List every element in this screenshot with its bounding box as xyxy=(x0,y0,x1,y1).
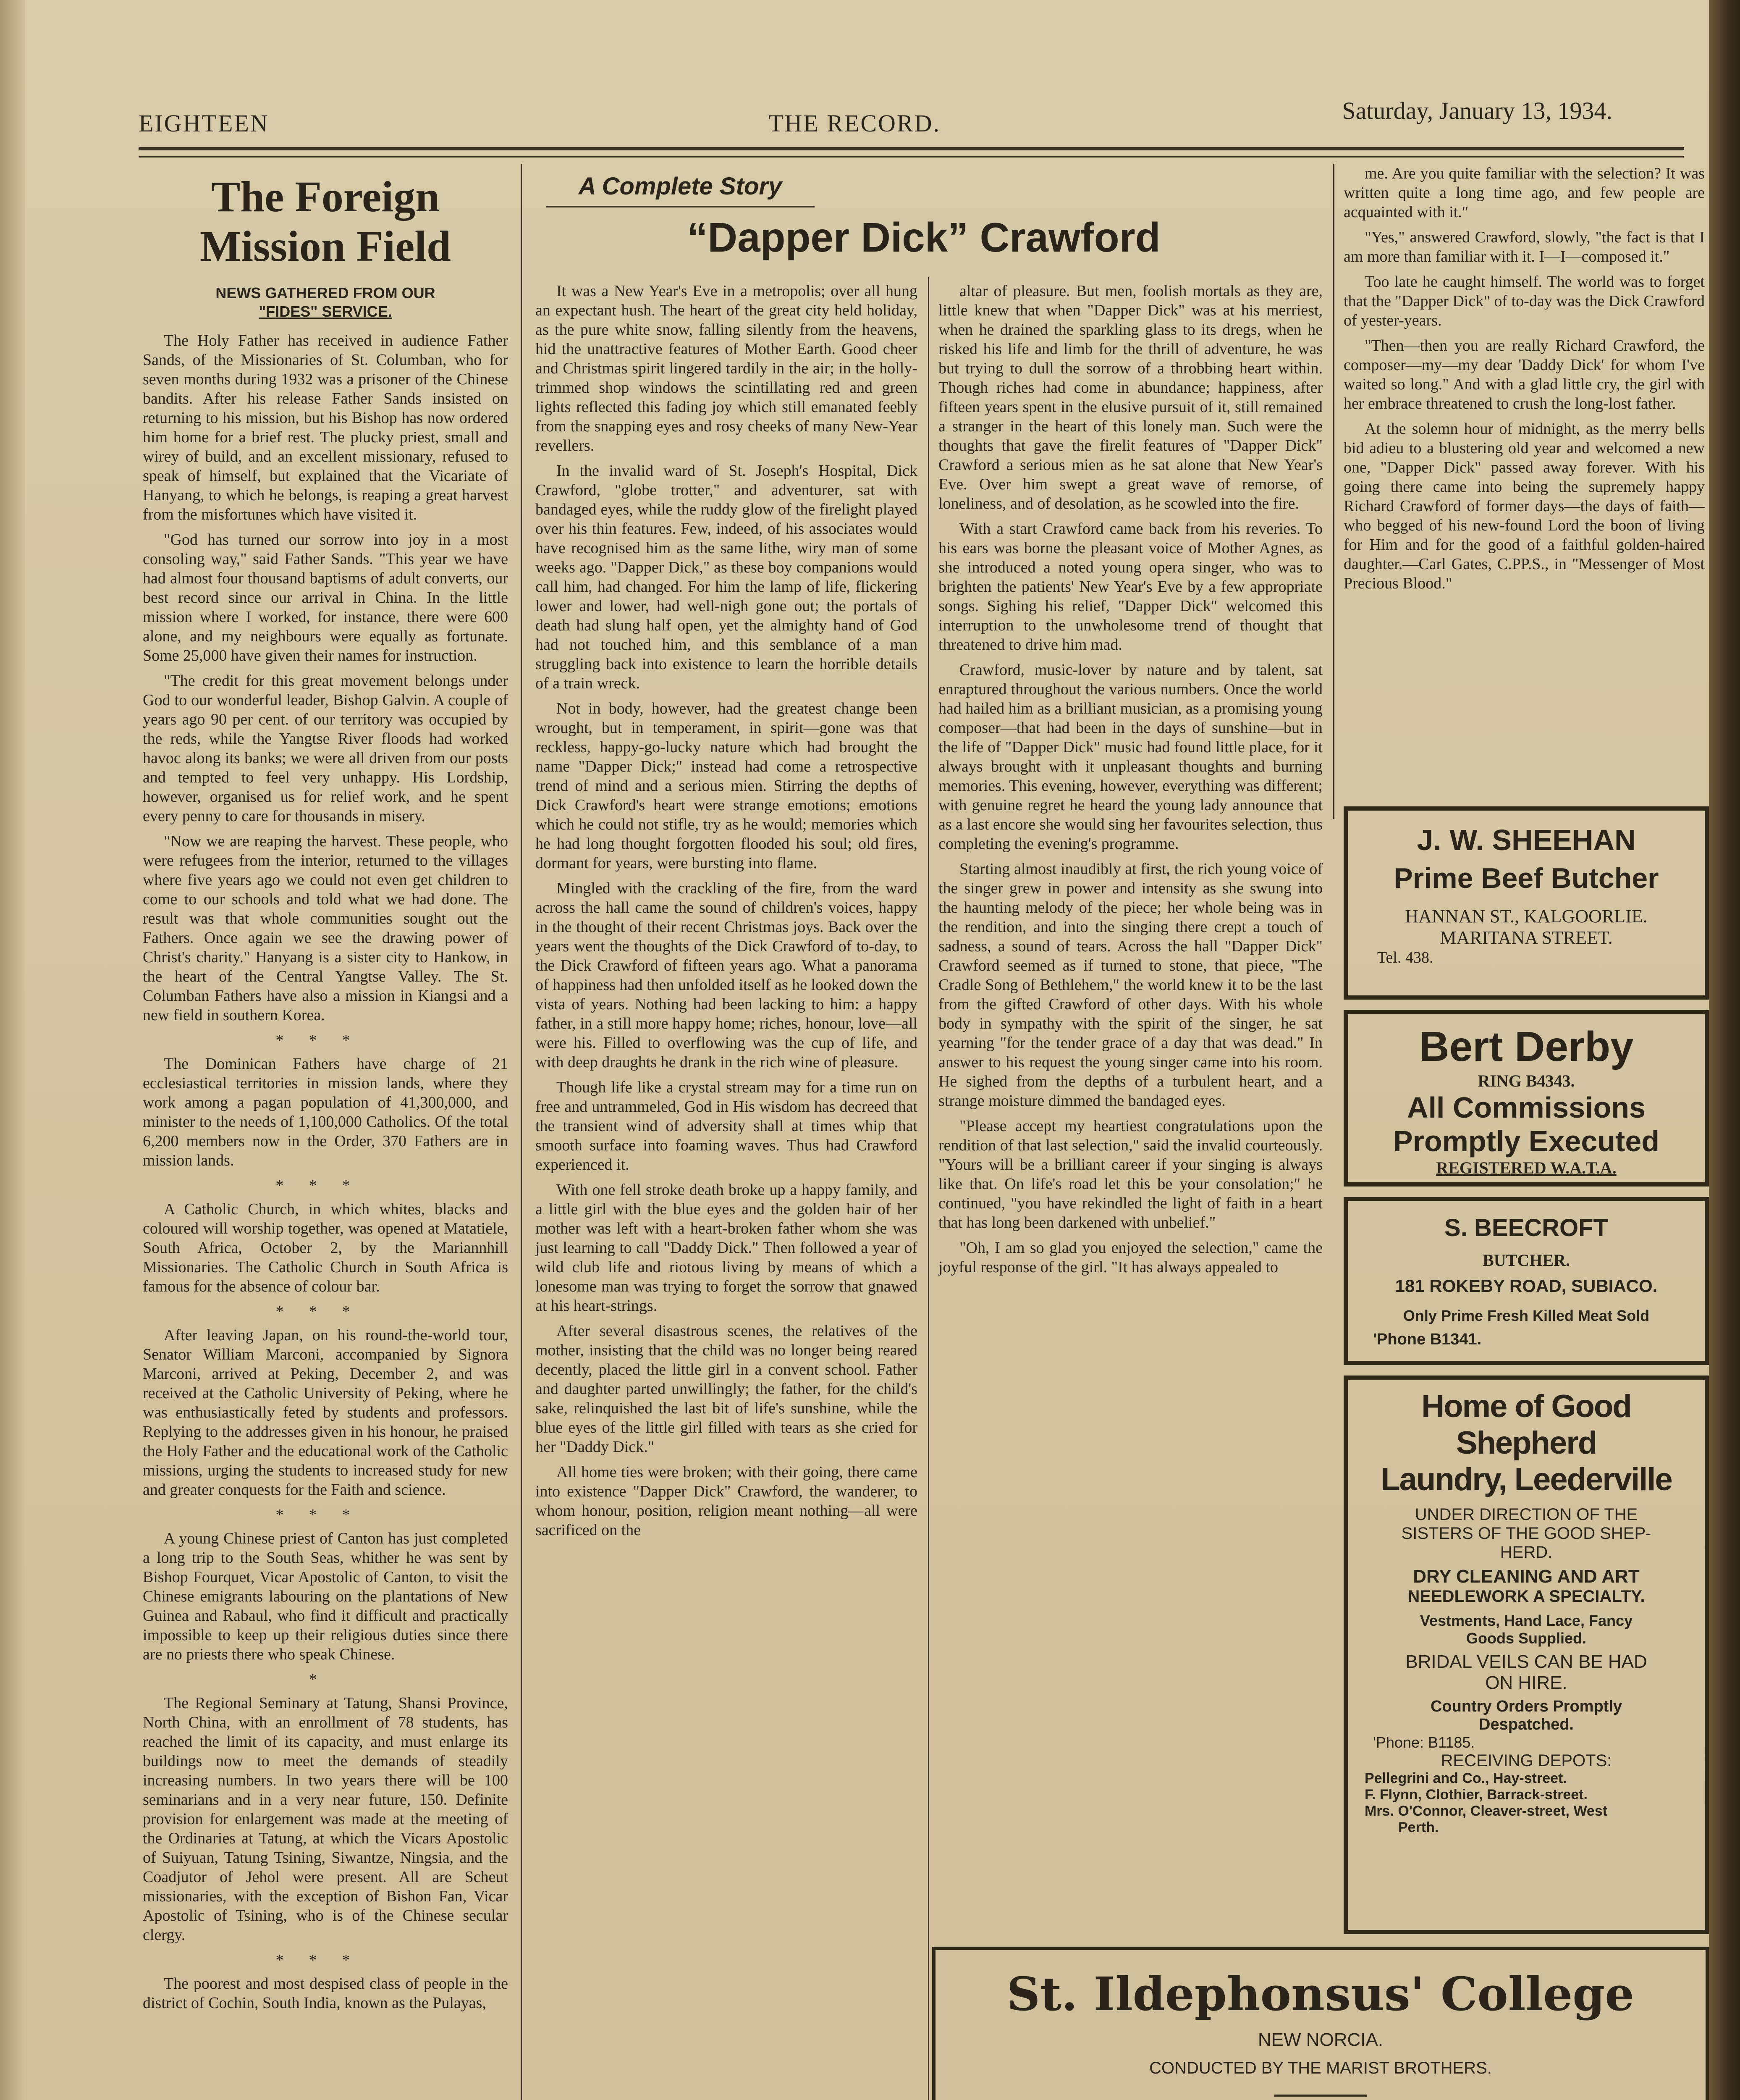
ad-shepherd-under1: UNDER DIRECTION OF THE xyxy=(1415,1505,1638,1524)
ad-college-name: St. Ildephonsus' College xyxy=(1006,1967,1635,2021)
story-paragraph: After several disastrous scenes, the relatives of the mother, insisting that the child was no longer being reared decently, placed the little girl in a convent school. Father and daughter parted unwillingly; the father, for the child's sake, relinquished the last bit of life's sunshine, while the blue eyes of the little girl filled with tears as she cried for her "Daddy Dick." xyxy=(535,1322,917,1456)
ad-shepherd-bridal2: ON HIRE. xyxy=(1485,1672,1567,1693)
ad-college-conducted: CONDUCTED BY THE MARIST BROTHERS. xyxy=(1149,2059,1492,2077)
ad-beecroft-phone: 'Phone B1341. xyxy=(1373,1331,1482,1348)
ad-shepherd-under3: HERD. xyxy=(1500,1543,1553,1562)
ad-shepherd-phone: 'Phone: B1185. xyxy=(1373,1734,1475,1751)
ad-shepherd-dry2: NEEDLEWORK A SPECIALTY. xyxy=(1407,1587,1645,1606)
column-rule-1 xyxy=(521,164,522,2100)
section-stars: *** xyxy=(275,1303,375,1320)
mission-paragraph: A young Chinese priest of Canton has just completed a long trip to the South Seas, whither he was sent by Bishop Fourquet, Vicar Apostolic of Canton, to visit the Chinese emigrants labouring on the plantations of New Guinea and Rabaul, who find it difficult and practically impossible to keep up their religious duties since there are no priests there who speak Chinese. xyxy=(143,1530,508,1663)
ad-beecroft-trade: BUTCHER. xyxy=(1483,1251,1570,1270)
story-paragraph: altar of pleasure. But men, foolish mortals as they are, little knew that when "Dapper Dick" was at his merriest, when he drained the sparkling glass to its dregs, when he risked his life and limb for the thrill of adventure, he was but trying to dull the sorrow of a throbbing heart within. Though riches had come in abundance; happiness, after fifteen years spent in the elusive pursuit of it, still remained a stranger in the heart of this lonely man. Such were the thoughts that gave the firelit features of "Dapper Dick" Crawford a serious mien as he sat alone that New Year's Eve. Over him swept a great wave of remorse, of loneliness, and of desolation, as he scowled into the fire. xyxy=(938,282,1323,512)
story-paragraph: Not in body, however, had the greatest change been wrought, but in temperament, in spirit—gone was that reckless, happy-go-lucky nature which had brought the name "Dapper Dick;" instead had come a retrospective trend of mind and a serious mien. Stirring the depths of Dick Crawford's heart were strange emotions; emotions which he could not stifle, try as he would; memories which he had long thought forgotten flooded his soul; old fires, dormant for years, were bursting into flame. xyxy=(535,700,917,872)
ad-sheehan-address: HANNAN ST., KALGOORLIE. xyxy=(1405,906,1648,927)
story-column-3 xyxy=(1344,164,1705,599)
ad-derby-ring: RING B4343. xyxy=(1478,1071,1575,1090)
section-stars: * xyxy=(309,1671,342,1688)
ad-shepherd-dry1: DRY CLEANING AND ART xyxy=(1413,1566,1640,1587)
ad-shepherd-bridal1: BRIDAL VEILS CAN BE HAD xyxy=(1405,1651,1647,1672)
story-paragraph: At the solemn hour of midnight, as the merry bells bid adieu to a blustering old year and welcomed a new one, "Dapper Dick" passed away forever. With his going there came into being the supremely happy Richard Crawford of former days—the days of faith—who begged of his new-found Lord the boon of living for Him and for the good of a faithful golden-haired daughter.—Carl Gates, C.PP.S., in "Messenger of Most Precious Blood." xyxy=(1344,420,1705,592)
section-stars: *** xyxy=(275,1506,375,1524)
ad-shepherd-vest2: Goods Supplied. xyxy=(1466,1630,1586,1647)
ad-shepherd-depot3: Mrs. O'Connor, Cleaver-street, West xyxy=(1365,1803,1608,1819)
page-binding-edge xyxy=(1709,0,1740,2100)
story-paragraph: It was a New Year's Eve in a metropolis; over all hung an expectant hush. The heart of the great city held holiday, as the pure white snow, falling silently from the heavens, hid the unattractive features of Mother Earth. Good cheer and Christmas spirit lingered tardily in the air; in the holly-trimmed shop windows the scintillating red and green lights reflected this fading joy which still emanated feebly from the snapping eyes and rosy cheeks of many New-Year revellers. xyxy=(535,282,917,454)
mission-paragraph: "The credit for this great movement belongs under God to our wonderful leader, Bishop Galvin. A couple of years ago 90 per cent. of our territory was occupied by the reds, while the Yangtse River floods had worked havoc along its banks; we were all driven from our posts and tempted to feel very unhappy. His Lordship, however, organised us for relief work, and he spent every penny to care for thousands in misery. xyxy=(143,672,508,825)
ad-derby-name: Bert Derby xyxy=(1419,1023,1634,1070)
story-kicker-rule xyxy=(546,206,815,207)
ad-ildephonsus xyxy=(932,1947,1709,2100)
ad-sheehan xyxy=(1344,806,1709,1000)
ad-college-place: NEW NORCIA. xyxy=(1258,2029,1384,2050)
story-column-2 xyxy=(938,281,1323,1283)
ad-shepherd-depot4: Perth. xyxy=(1398,1819,1439,1835)
ad-shepherd-depot1: Pellegrini and Co., Hay-street. xyxy=(1365,1770,1567,1786)
ad-derby-line2: Promptly Executed xyxy=(1393,1125,1660,1158)
story-paragraph: "Please accept my heartiest congratulations upon the rendition of that last selection," said the invalid courteously. "Yours will be a brilliant career if your singing is always like that. On life's road let this be your consolation;" he continued, "you have rekindled the light of faith in a heart that has long been darkened with unbelief." xyxy=(938,1117,1323,1231)
ad-derby-reg: REGISTERED W.A.T.A. xyxy=(1436,1158,1617,1177)
ad-sheehan-trade: Prime Beef Butcher xyxy=(1394,862,1659,894)
ad-shepherd-country2: Despatched. xyxy=(1479,1716,1574,1733)
ad-sheehan-street: MARITANA STREET. xyxy=(1440,927,1613,948)
story-paragraph: All home ties were broken; with their going, there came into existence "Dapper Dick" Crawford, the wanderer, to whom honour, position, religion meant nothing—all were sacrificed on the xyxy=(535,1463,917,1539)
ad-beecroft-name: S. BEECROFT xyxy=(1444,1214,1608,1242)
story-paragraph: In the invalid ward of St. Joseph's Hospital, Dick Crawford, "globe trotter," and adventurer, sat with bandaged eyes, while the ruddy glow of the firelight played over his thin features. Few, indeed, of his associates would have recognised him as the same lithe, wiry man of some weeks ago. "Dapper Dick," as these boy companions would call him, had changed. For him the lamp of life, flickering lower and lower, had well-nigh gone out; the portals of death had slung half open, yet the almighty hand of God had not touched him, and this semblance of a man struggling back into existence to learn the horrible details of a train wreck. xyxy=(535,462,917,692)
ad-shepherd-name2: Laundry, Leederville xyxy=(1381,1462,1672,1497)
masthead-rule-top xyxy=(139,147,1684,150)
issue-date: Saturday, January 13, 1934. xyxy=(1342,97,1612,124)
mission-paragraph: After leaving Japan, on his round-the-world tour, Senator William Marconi, accompanied by Signora Marconi, arrived at Peking, December 2, and was received at the Catholic University of Peking, where he was enthusiastically feted by students and professors. Replying to the addresses given in his honour, he praised the Holy Father and the educational work of the Catholic missions, urging the students to increased study for new and greater conquests for the Faith and science. xyxy=(143,1326,508,1499)
page-number: EIGHTEEN xyxy=(139,110,269,137)
mission-paragraph: The Regional Seminary at Tatung, Shansi Province, North China, with an enrollment of 78 students, has reached the limit of its capacity, and must enlarge its buildings now to meet the demands of steadily increasing numbers. In two years there will be 100 seminarians and in a very near future, 150. Definite provision for enlargement was made at the meeting of the Ordinaries at Tatung, at which the Vicars Apostolic of Suiyuan, Tatung Tsining, Siwantze, Ningsia, and the Coadjutor of Jehol were present. All are Scheut missionaries, with the exception of Bishon Fan, Vicar Apostolic of Tsining, who is of the Chinese secular clergy. xyxy=(143,1694,508,1944)
ad-beecroft xyxy=(1344,1197,1709,1365)
column-rule-3 xyxy=(1333,164,1334,819)
story-paragraph: With one fell stroke death broke up a happy family, and a little girl with the blue eyes and the golden hair of her mother was left with a heart-broken father whom she was just learning to call "Daddy Dick." Then followed a year of wild club life and riotous living by means of which a lonesome man was trying to forget the sorrow that gnawed at his heart-strings. xyxy=(535,1181,917,1315)
story-paragraph: With a start Crawford came back from his reveries. To his ears was borne the pleasant voice of Mother Agnes, as she introduced a noted young opera singer, who was to brighten the patients' New Year's Eve by a few appropriate songs. Sighing his relief, "Dapper Dick" welcomed this interruption to the unwholesome trend of thought that threatened to drive him mad. xyxy=(938,520,1323,654)
section-stars: *** xyxy=(275,1177,375,1194)
story-paragraph: "Then—then you are really Richard Crawford, the composer—my—my dear 'Daddy Dick' for whom I've waited so long." And with a glad little cry, the girl with her embrace threatened to crush the long-lost father. xyxy=(1344,337,1705,412)
mission-subhead: NEWS GATHERED FROM OUR "FIDES" SERVICE. xyxy=(215,284,435,320)
masthead xyxy=(139,92,1684,143)
story-paragraph: "Oh, I am so glad you enjoyed the selection," came the joyful response of the girl. "It has always appealed to xyxy=(938,1239,1323,1276)
ad-beecroft-address: 181 ROKEBY ROAD, SUBIACO. xyxy=(1395,1276,1658,1296)
story-column-1 xyxy=(535,281,917,1546)
story-paragraph: Too late he caught himself. The world was to forget that the "Dapper Dick" of to-day was the Dick Crawford of yester-years. xyxy=(1344,273,1705,329)
mission-paragraph: "Now we are reaping the harvest. These people, who were refugees from the interior, returned to the villages where five years ago we could not even get children to come to our schools and told what we had done. The result was that whole communities sought out the Fathers. Once again we see the drawing power of Christ's charity." Hanyang is a sister city to Hankow, in the heart of the Central Yangtse Valley. The St. Columban Fathers have also a mission in Kiangsi and a new field in southern Korea. xyxy=(143,832,508,1024)
story-paragraph: Starting almost inaudibly at first, the rich young voice of the singer grew in power and intensity as she swung into the haunting melody of the piece; her whole being was in the rendition, and into the singing there crept a touch of sadness, a sound of tears. Across the hall "Dapper Dick" Crawford seemed as if turned to stone, that piece, "The Cradle Song of Bethlehem," the world knew it to be the last from the gifted Crawford of other days. With his whole body in sympathy with the spirit of the singer, he sat yearning "for the tender grace of a day that was dead." In answer to his request the young singer came into his room. He sighed from the depths of a turbulent heart, and a strange moisture dimmed the bandaged eyes. xyxy=(938,860,1323,1110)
ad-sheehan-tel: Tel. 438. xyxy=(1377,949,1433,966)
masthead-rule-bottom xyxy=(139,156,1684,158)
ad-shepherd-under2: SISTERS OF THE GOOD SHEP- xyxy=(1401,1524,1651,1543)
story-paragraph: "Yes," answered Crawford, slowly, "the fact is that I am more than familiar with it. I—I—composed it." xyxy=(1344,228,1705,265)
ad-shepherd-vest1: Vestments, Hand Lace, Fancy xyxy=(1420,1612,1633,1629)
mission-title: The Foreign Mission Field xyxy=(199,173,451,270)
story-paragraph: me. Are you quite familiar with the selection? It was written quite a long time ago, and few people are acquainted with it." xyxy=(1344,165,1705,221)
ad-shepherd-name1: Home of Good Shepherd xyxy=(1421,1389,1631,1461)
mission-paragraph: The poorest and most despised class of people in the district of Cochin, South India, known as the Pulayas, xyxy=(143,1975,508,2012)
mission-paragraph: The Dominican Fathers have charge of 21 ecclesiastical territories in mission lands, where they work among a pagan population of 41,300,000, and minister to the needs of 1,100,000 Catholics. Of the total 6,200 members now in the Order, 370 Fathers are in mission lands. xyxy=(143,1055,508,1169)
story-paragraph: Mingled with the crackling of the fire, from the ward across the hall came the sound of children's voices, happy in the thought of their recent Christmas joys. Back over the years went the thoughts of the Dick Crawford of to-day, to the Dick Crawford of fifteen years ago. What a panorama of happiness had then unfolded itself as he looked down the vista of years. Nothing had been lacking to him: a happy father, in a still more happy home; riches, honour, love—all were his. Filled to overflowing was the cup of life, and with deep draughts he drank in the rich wine of pleasure. xyxy=(535,879,917,1071)
story-title: “Dapper Dick” Crawford xyxy=(687,214,1161,260)
story-kicker: A Complete Story xyxy=(578,173,782,200)
ad-shepherd-country1: Country Orders Promptly xyxy=(1430,1698,1622,1715)
ad-derby-line1: All Commissions xyxy=(1407,1091,1646,1124)
ad-shepherd-depot2: F. Flynn, Clothier, Barrack-street. xyxy=(1365,1787,1588,1803)
paper-name: THE RECORD. xyxy=(768,110,941,137)
mission-paragraph: "God has turned our sorrow into joy in a most consoling way," said Father Sands. "This year we have had almost four thousand baptisms of adult converts, our best record since our arrival in China. In the little mission where I worked, for instance, there were 600 alone, and my neighbours were equally as fortunate. Some 25,000 have given their names for instruction. xyxy=(143,531,508,664)
page-left-edge xyxy=(0,0,25,2100)
ad-good-shepherd xyxy=(1344,1376,1709,1934)
section-stars: *** xyxy=(275,1951,375,1969)
ad-bert-derby xyxy=(1344,1010,1709,1186)
mission-paragraph: The Holy Father has received in audience Father Sands, of the Missionaries of St. Columban, who for seven months during 1932 was a prisoner of the Chinese bandits. After his release Father Sands insisted on returning to his mission, but his Bishop has now ordered him home for a brief rest. The plucky priest, small and wirey of build, and an excellent missionary, refused to speak of himself, but explained that the Vicariate of Hanyang, to which he belongs, is reaping a great harvest from the misfortunes which have visited it. xyxy=(143,332,508,523)
mission-column xyxy=(143,172,508,2019)
ad-college-rule xyxy=(1274,2095,1367,2097)
mission-paragraph: A Catholic Church, in which whites, blacks and coloured will worship together, was opened at Matatiele, South Africa, October 2, by the Mariannhill Missionaries. The Catholic Church in South Africa is famous for the absence of colour bar. xyxy=(143,1200,508,1295)
column-rule-2 xyxy=(928,277,929,2100)
section-stars: *** xyxy=(275,1032,375,1049)
ad-beecroft-line: Only Prime Fresh Killed Meat Sold xyxy=(1403,1307,1650,1324)
story-paragraph: Crawford, music-lover by nature and by talent, sat enraptured throughout the various numbers. Once the world had hailed him as a brilliant musician, as a promising young composer—that had been in the days of sunshine—but in the life of "Dapper Dick" music had found little place, for it always brought with it unpleasant thoughts and burning memories. This evening, however, everything was different; with genuine regret he heard the young lady announce that as a last encore she would sing her favourites selection, thus completing the evening's programme. xyxy=(938,661,1323,853)
ad-sheehan-name: J. W. SHEEHAN xyxy=(1417,824,1636,856)
story-paragraph: Though life like a crystal stream may for a time run on free and untrammeled, God in His wisdom has decreed that the transient wind of adversity shall at times whip that smooth surface into foaming waves. Thus had Crawford experienced it. xyxy=(535,1079,917,1173)
ad-shepherd-depots: RECEIVING DEPOTS: xyxy=(1441,1751,1612,1770)
